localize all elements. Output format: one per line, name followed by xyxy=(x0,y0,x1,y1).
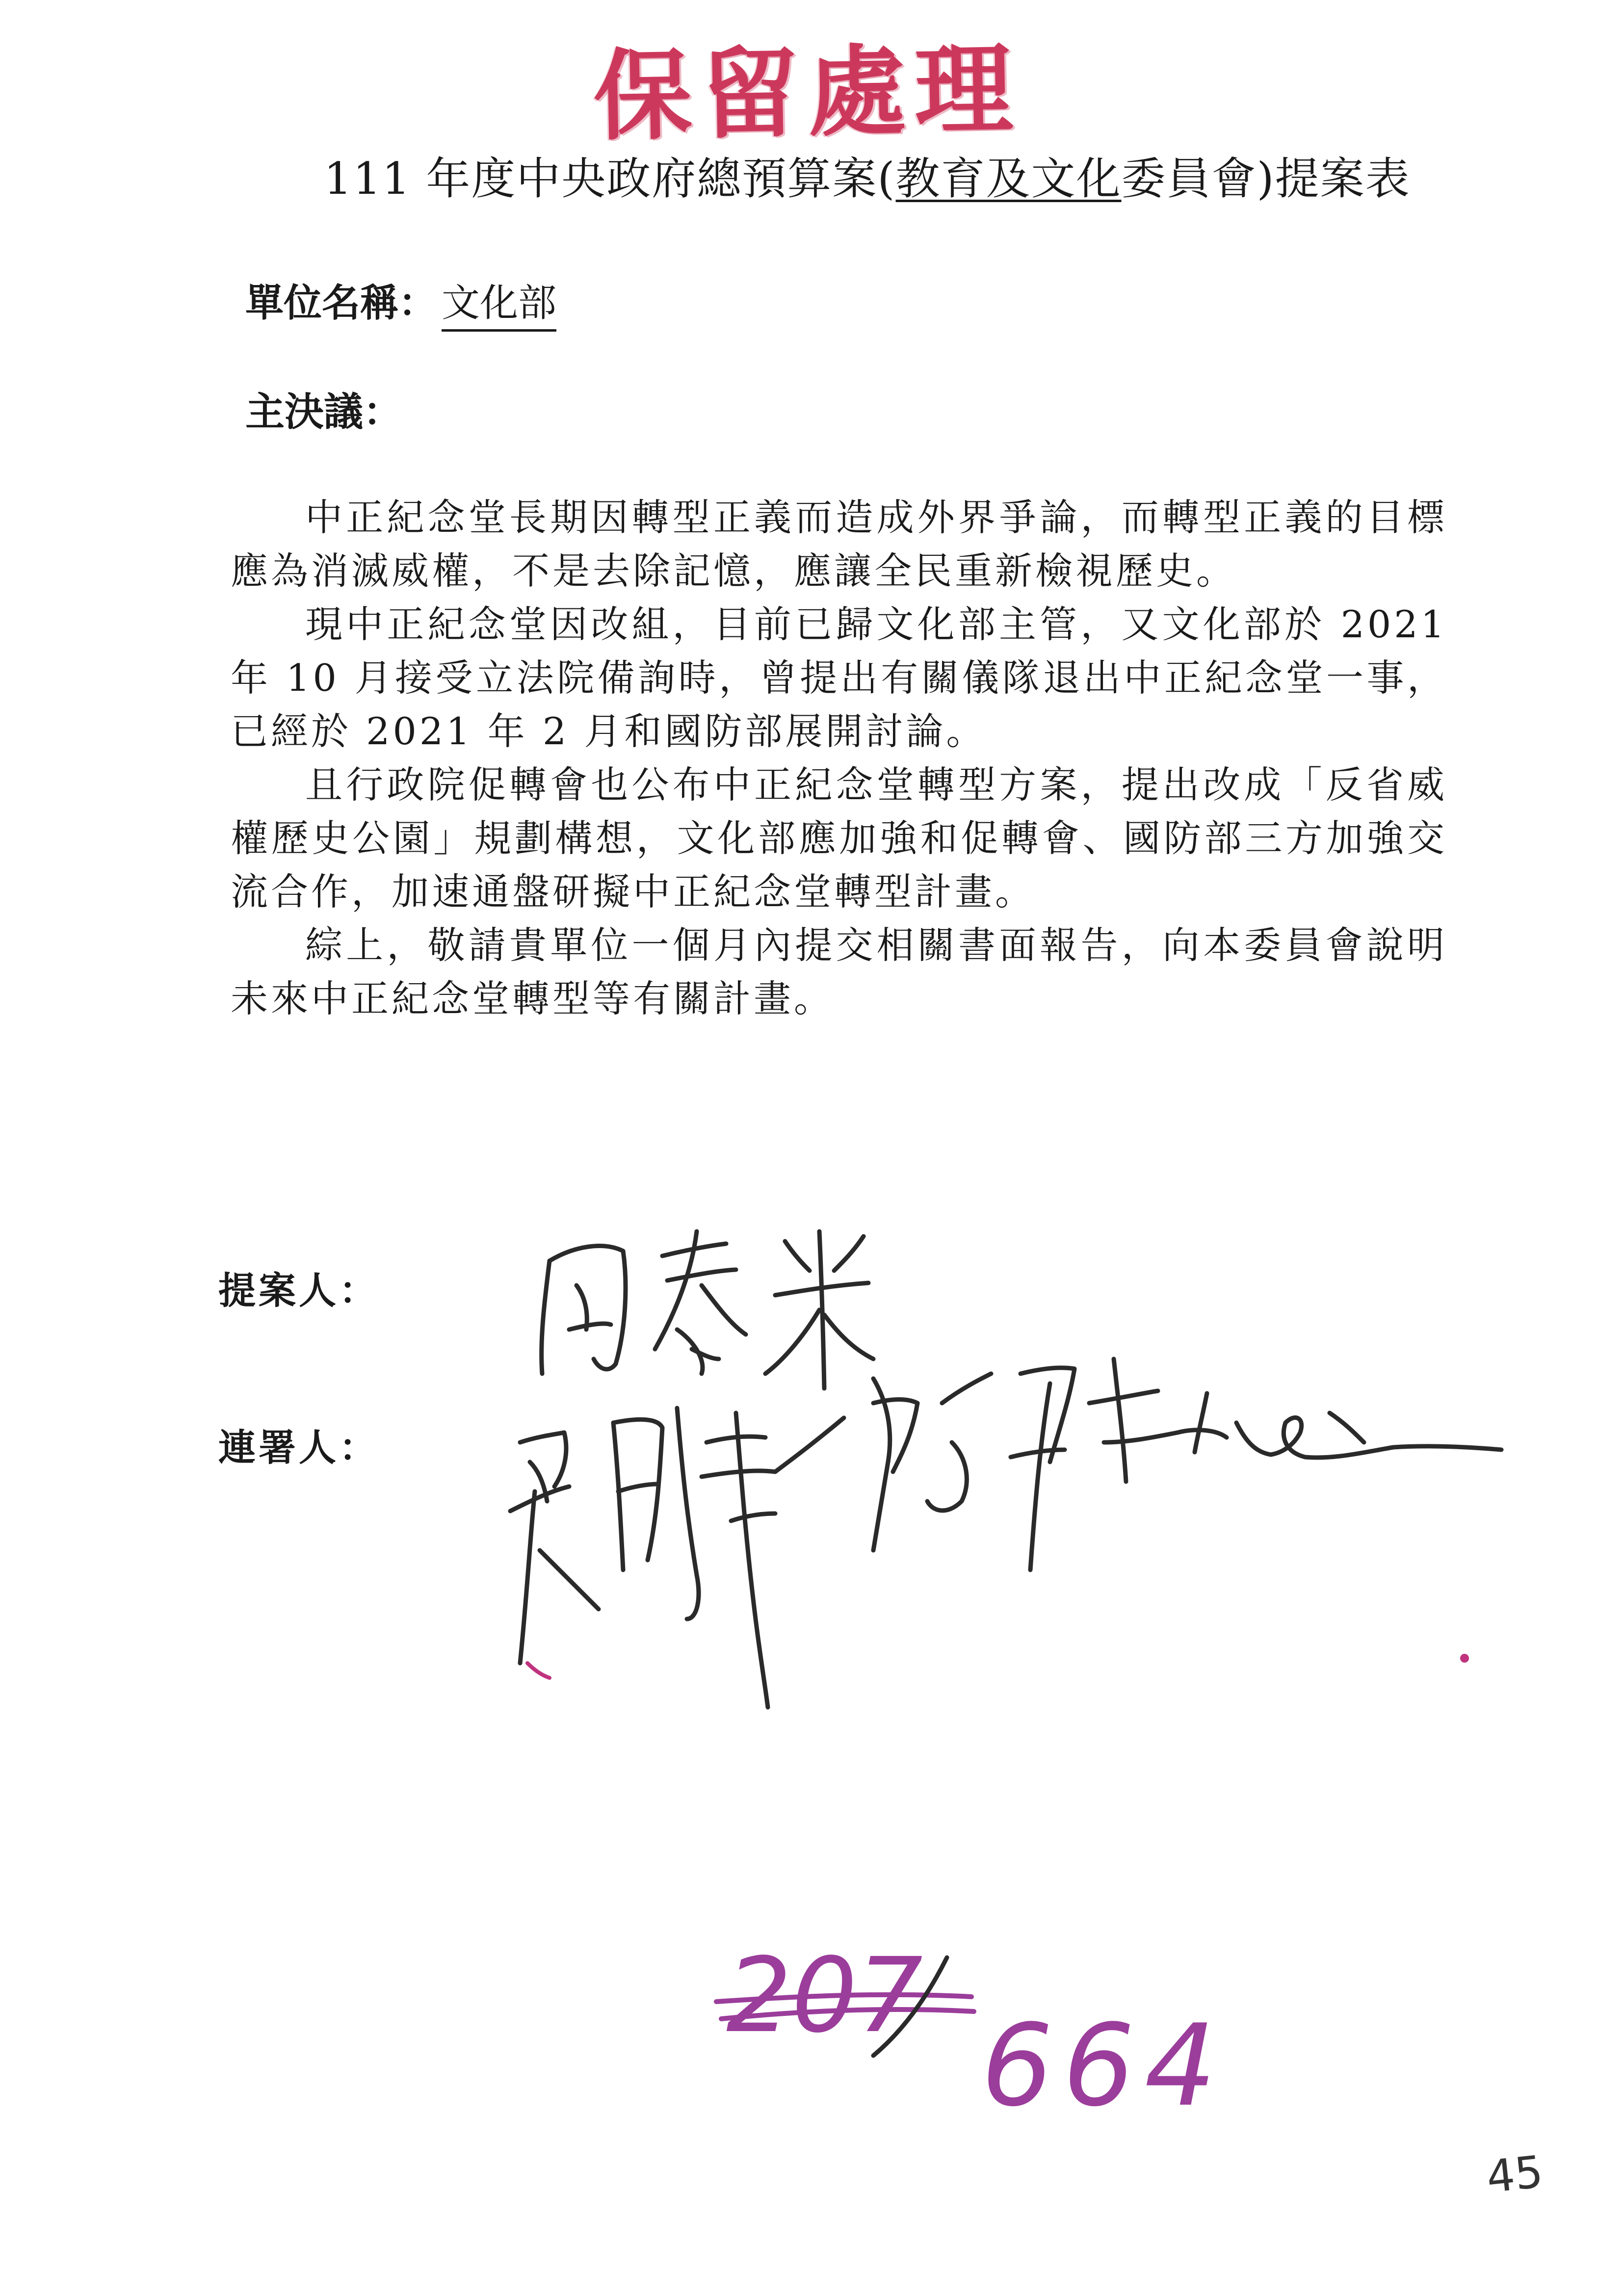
new-number-text: 664 xyxy=(981,2001,1226,2132)
page-number: 45 xyxy=(1484,2146,1545,2203)
cosigner-signatures xyxy=(500,1344,1580,1727)
reserved-processing-stamp: 保留處理 xyxy=(593,32,1022,155)
resolution-paragraph-2: 現中正紀念堂因改組，目前已歸文化部主管，又文化部於 2021 年 10 月接受立法院備詢時，曾提出有關儀隊退出中正紀念堂一事，已經於 2021 年 2 月和國防部展開討論。 xyxy=(231,602,1447,753)
resolution-paragraph-1: 中正紀念堂長期因轉型正義而造成外界爭論，而轉型正義的目標應為消滅威權，不是去除記憶，應讓全民重新檢視歷史。 xyxy=(231,496,1447,593)
cosigner-label: 連署人： xyxy=(218,1426,379,1469)
unit-name-label: 單位名稱： xyxy=(245,281,437,325)
new-number xyxy=(976,2002,1290,2139)
proposer-label: 提案人： xyxy=(218,1269,379,1312)
resolution-paragraph-3: 且行政院促轉會也公布中正紀念堂轉型方案，提出改成「反省威權歷史公園」規劃構想，文化部應加強和促轉會、國防部三方加強交流合作，加速通盤研擬中正紀念堂轉型計畫。 xyxy=(231,763,1447,913)
title-committee: 教育及文化 xyxy=(895,153,1122,205)
title-suffix: 委員會)提案表 xyxy=(1121,153,1411,205)
main-resolution-label: 主決議： xyxy=(245,389,402,435)
crossed-out-number xyxy=(716,1935,981,2061)
resolution-body xyxy=(231,491,1447,1025)
crossed-number-text: 207 xyxy=(726,1935,923,2056)
resolution-paragraph-4: 綜上，敬請貴單位一個月內提交相關書面報告，向本委員會說明未來中正紀念堂轉型等有關計畫。 xyxy=(231,923,1447,1020)
document-title xyxy=(324,147,1411,211)
unit-name-value: 文化部 xyxy=(442,272,556,332)
title-prefix: 111 年度中央政府總預算案( xyxy=(324,153,896,205)
